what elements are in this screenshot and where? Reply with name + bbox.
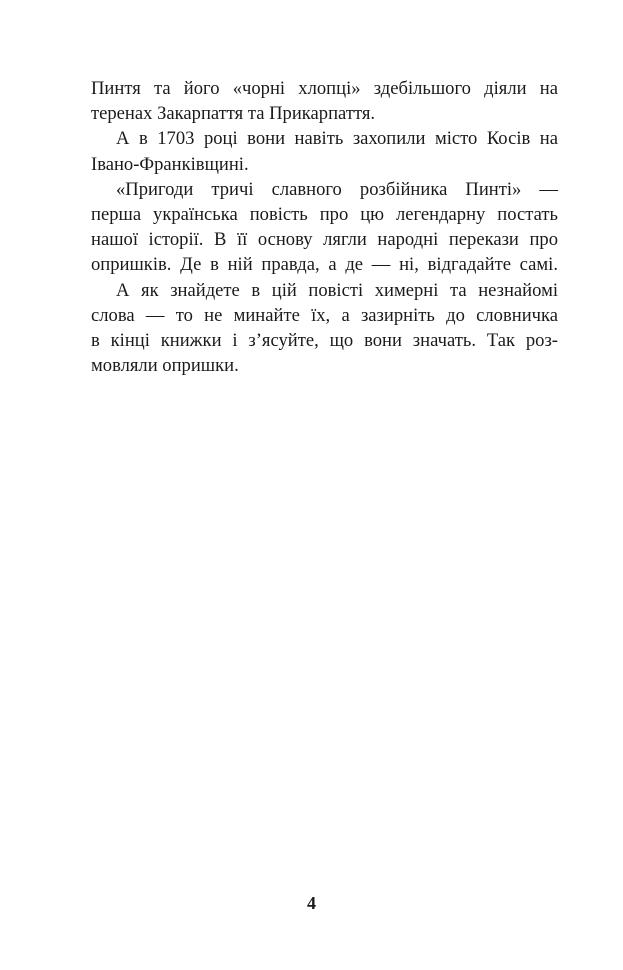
text-line: теренах Закарпаття та Прикарпаття. <box>91 103 376 125</box>
page-number: 4 <box>307 893 316 913</box>
page-body-text <box>91 76 558 378</box>
text-line: «Пригоди тричі славного розбійника Пинті» — <box>116 178 558 200</box>
text-line: Івано-Франківщині. <box>91 153 249 175</box>
text-line: в кінці книжки і з’ясуйте, що вони значать. Так роз- <box>91 329 558 351</box>
paragraph-3 <box>91 177 558 278</box>
text-line: перша українська повість про цю легендарну постать <box>91 203 558 225</box>
text-line: нашої історії. В її основу лягли народні перекази про <box>91 229 558 251</box>
text-line: А в 1703 році вони навіть захопили місто Косів на <box>116 128 558 150</box>
text-line: слова — то не минайте їх, а зазирніть до словничка <box>91 304 558 326</box>
text-line: Пинтя та його «чорні хлопці» здебільшого діяли на <box>91 78 558 99</box>
paragraph-2 <box>91 126 558 176</box>
text-line: опришків. Де в ній правда, а де — ні, відгадайте самі. <box>91 254 558 276</box>
text-line: А як знайдете в цій повісті химерні та незнайомі <box>116 279 558 301</box>
paragraph-4 <box>91 278 558 379</box>
paragraph-1 <box>91 76 558 126</box>
text-line: мовляли опришки. <box>91 355 239 377</box>
